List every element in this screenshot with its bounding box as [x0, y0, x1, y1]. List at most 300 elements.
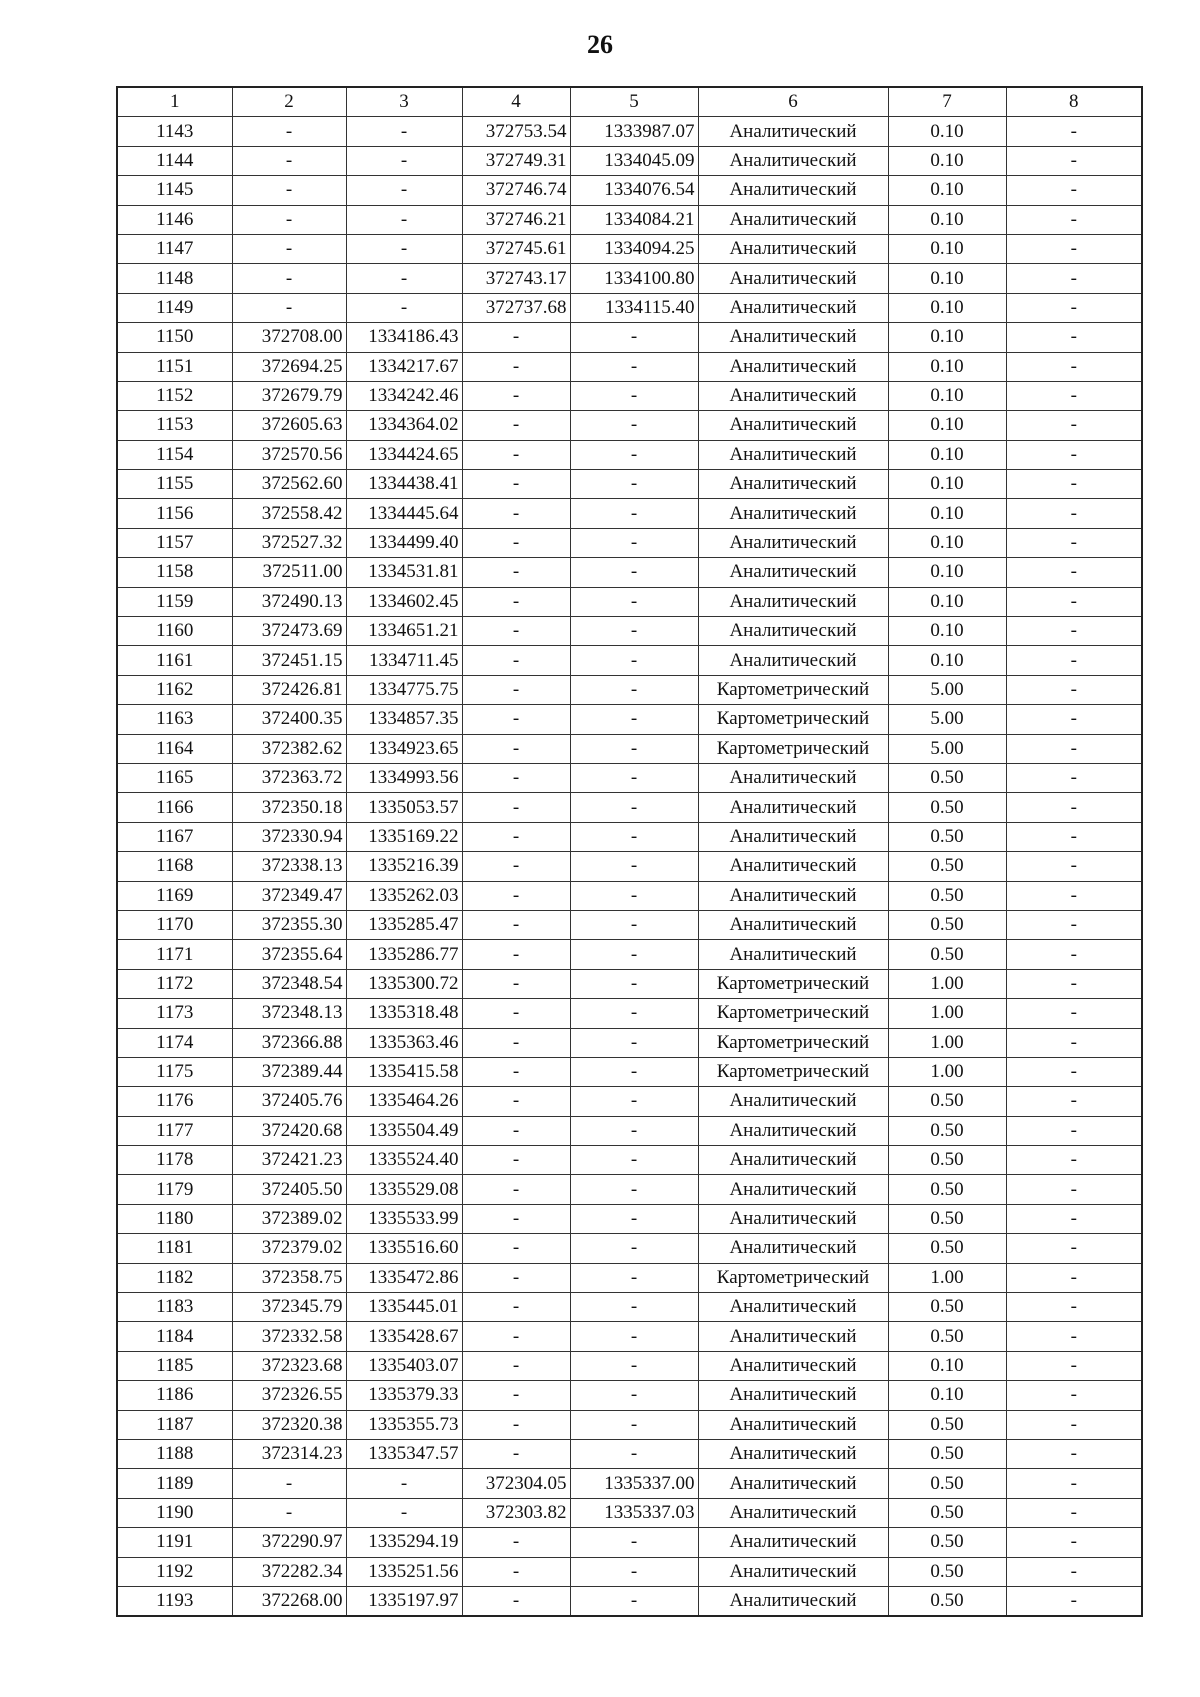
table-cell-col-5: - — [570, 675, 698, 704]
table-cell-col-6: Картометрический — [698, 1028, 888, 1057]
column-header-3: 3 — [346, 87, 462, 117]
table-cell-col-3: 1335355.73 — [346, 1410, 462, 1439]
table-cell-col-3: 1335285.47 — [346, 910, 462, 939]
table-cell-col-6: Аналитический — [698, 234, 888, 263]
table-row — [117, 381, 1142, 410]
table-cell-col-8: - — [1006, 1381, 1142, 1410]
table-cell-col-1: 1166 — [117, 793, 232, 822]
table-cell-col-4: - — [462, 617, 570, 646]
table-cell-col-3: 1335379.33 — [346, 1381, 462, 1410]
table-cell-col-7: 0.10 — [888, 411, 1006, 440]
table-cell-col-8: - — [1006, 205, 1142, 234]
table-cell-col-2: - — [232, 264, 346, 293]
table-cell-col-5: - — [570, 793, 698, 822]
table-cell-col-4: - — [462, 881, 570, 910]
table-cell-col-6: Картометрический — [698, 705, 888, 734]
table-cell-col-5: - — [570, 1087, 698, 1116]
table-cell-col-5: - — [570, 470, 698, 499]
table-cell-col-4: - — [462, 1057, 570, 1086]
table-cell-col-7: 0.50 — [888, 1146, 1006, 1175]
table-cell-col-8: - — [1006, 499, 1142, 528]
table-cell-col-2: 372355.30 — [232, 910, 346, 939]
table-cell-col-7: 0.50 — [888, 1469, 1006, 1498]
table-cell-col-5: - — [570, 1028, 698, 1057]
table-cell-col-1: 1187 — [117, 1410, 232, 1439]
table-cell-col-5: - — [570, 1175, 698, 1204]
table-cell-col-8: - — [1006, 440, 1142, 469]
table-cell-col-8: - — [1006, 793, 1142, 822]
table-cell-col-6: Аналитический — [698, 1439, 888, 1468]
table-cell-col-1: 1193 — [117, 1586, 232, 1616]
table-cell-col-3: 1335053.57 — [346, 793, 462, 822]
table-cell-col-5: 1334094.25 — [570, 234, 698, 263]
table-cell-col-7: 0.10 — [888, 323, 1006, 352]
table-row — [117, 763, 1142, 792]
table-cell-col-4: - — [462, 352, 570, 381]
table-cell-col-5: - — [570, 1410, 698, 1439]
table-cell-col-5: 1335337.00 — [570, 1469, 698, 1498]
table-cell-col-3: 1334242.46 — [346, 381, 462, 410]
table-cell-col-5: - — [570, 617, 698, 646]
table-cell-col-4: - — [462, 705, 570, 734]
table-cell-col-1: 1156 — [117, 499, 232, 528]
table-cell-col-4: 372743.17 — [462, 264, 570, 293]
table-cell-col-4: - — [462, 1528, 570, 1557]
table-cell-col-8: - — [1006, 675, 1142, 704]
table-row — [117, 1351, 1142, 1380]
table-cell-col-1: 1167 — [117, 822, 232, 851]
table-cell-col-4: - — [462, 1146, 570, 1175]
table-cell-col-7: 0.50 — [888, 1498, 1006, 1527]
table-row — [117, 1028, 1142, 1057]
table-cell-col-4: - — [462, 675, 570, 704]
table-cell-col-6: Аналитический — [698, 793, 888, 822]
table-cell-col-6: Аналитический — [698, 1469, 888, 1498]
table-cell-col-5: - — [570, 499, 698, 528]
table-row — [117, 675, 1142, 704]
table-cell-col-2: 372420.68 — [232, 1116, 346, 1145]
table-cell-col-1: 1169 — [117, 881, 232, 910]
table-cell-col-7: 5.00 — [888, 705, 1006, 734]
table-cell-col-2: 372379.02 — [232, 1234, 346, 1263]
table-cell-col-8: - — [1006, 1322, 1142, 1351]
table-cell-col-8: - — [1006, 910, 1142, 939]
table-cell-col-6: Картометрический — [698, 1057, 888, 1086]
column-header-4: 4 — [462, 87, 570, 117]
table-cell-col-5: - — [570, 705, 698, 734]
table-cell-col-4: - — [462, 1351, 570, 1380]
table-cell-col-2: 372511.00 — [232, 558, 346, 587]
table-cell-col-7: 0.50 — [888, 1087, 1006, 1116]
table-cell-col-8: - — [1006, 763, 1142, 792]
table-cell-col-7: 0.10 — [888, 293, 1006, 322]
table-cell-col-2: 372605.63 — [232, 411, 346, 440]
table-cell-col-2: - — [232, 1469, 346, 1498]
table-cell-col-2: 372708.00 — [232, 323, 346, 352]
table-cell-col-5: - — [570, 763, 698, 792]
table-cell-col-3: 1335524.40 — [346, 1146, 462, 1175]
table-cell-col-7: 0.50 — [888, 1234, 1006, 1263]
table-row — [117, 822, 1142, 851]
table-cell-col-8: - — [1006, 940, 1142, 969]
table-row — [117, 1087, 1142, 1116]
table-cell-col-6: Аналитический — [698, 1498, 888, 1527]
table-cell-col-1: 1164 — [117, 734, 232, 763]
table-cell-col-1: 1183 — [117, 1293, 232, 1322]
table-cell-col-5: - — [570, 734, 698, 763]
table-cell-col-2: 372382.62 — [232, 734, 346, 763]
table-row — [117, 1175, 1142, 1204]
table-cell-col-4: - — [462, 1293, 570, 1322]
table-cell-col-7: 5.00 — [888, 675, 1006, 704]
table-cell-col-4: 372745.61 — [462, 234, 570, 263]
table-cell-col-5: - — [570, 1116, 698, 1145]
table-cell-col-5: - — [570, 852, 698, 881]
table-cell-col-4: - — [462, 1410, 570, 1439]
table-cell-col-6: Аналитический — [698, 470, 888, 499]
table-cell-col-8: - — [1006, 381, 1142, 410]
table-cell-col-6: Аналитический — [698, 1293, 888, 1322]
table-cell-col-7: 0.50 — [888, 1116, 1006, 1145]
table-cell-col-4: - — [462, 1204, 570, 1233]
table-cell-col-2: 372527.32 — [232, 528, 346, 557]
table-cell-col-7: 1.00 — [888, 1057, 1006, 1086]
table-cell-col-1: 1188 — [117, 1439, 232, 1468]
table-cell-col-5: - — [570, 1234, 698, 1263]
table-cell-col-6: Аналитический — [698, 1146, 888, 1175]
table-cell-col-6: Картометрический — [698, 675, 888, 704]
table-cell-col-4: 372303.82 — [462, 1498, 570, 1527]
table-cell-col-4: - — [462, 1116, 570, 1145]
table-cell-col-1: 1157 — [117, 528, 232, 557]
table-cell-col-1: 1170 — [117, 910, 232, 939]
table-cell-col-7: 0.50 — [888, 763, 1006, 792]
table-cell-col-8: - — [1006, 146, 1142, 175]
table-cell-col-2: - — [232, 293, 346, 322]
table-cell-col-8: - — [1006, 1087, 1142, 1116]
table-cell-col-4: - — [462, 1586, 570, 1616]
table-cell-col-5: - — [570, 1204, 698, 1233]
table-cell-col-3: 1335251.56 — [346, 1557, 462, 1586]
table-row — [117, 1116, 1142, 1145]
table-cell-col-3: 1335403.07 — [346, 1351, 462, 1380]
table-cell-col-2: 372679.79 — [232, 381, 346, 410]
table-cell-col-7: 0.10 — [888, 146, 1006, 175]
table-cell-col-5: - — [570, 822, 698, 851]
table-cell-col-6: Картометрический — [698, 1263, 888, 1292]
table-cell-col-3: 1335294.19 — [346, 1528, 462, 1557]
table-cell-col-7: 0.50 — [888, 1528, 1006, 1557]
table-cell-col-7: 0.50 — [888, 940, 1006, 969]
table-cell-col-1: 1147 — [117, 234, 232, 263]
table-cell-col-2: 372405.76 — [232, 1087, 346, 1116]
table-row — [117, 470, 1142, 499]
table-cell-col-1: 1175 — [117, 1057, 232, 1086]
table-cell-col-5: - — [570, 411, 698, 440]
table-row — [117, 1057, 1142, 1086]
table-row — [117, 1557, 1142, 1586]
table-cell-col-6: Аналитический — [698, 1087, 888, 1116]
table-body — [117, 117, 1142, 1616]
table-cell-col-8: - — [1006, 1528, 1142, 1557]
table-cell-col-6: Аналитический — [698, 117, 888, 146]
table-cell-col-6: Аналитический — [698, 852, 888, 881]
table-cell-col-8: - — [1006, 1469, 1142, 1498]
table-cell-col-4: - — [462, 1087, 570, 1116]
table-cell-col-4: - — [462, 646, 570, 675]
table-cell-col-7: 0.50 — [888, 1204, 1006, 1233]
table-cell-col-8: - — [1006, 1498, 1142, 1527]
table-cell-col-6: Аналитический — [698, 1586, 888, 1616]
table-cell-col-4: - — [462, 822, 570, 851]
table-cell-col-4: - — [462, 1439, 570, 1468]
table-cell-col-2: 372400.35 — [232, 705, 346, 734]
table-cell-col-4: - — [462, 999, 570, 1028]
table-cell-col-1: 1152 — [117, 381, 232, 410]
table-cell-col-2: 372451.15 — [232, 646, 346, 675]
table-cell-col-1: 1172 — [117, 969, 232, 998]
table-cell-col-8: - — [1006, 1234, 1142, 1263]
table-cell-col-1: 1154 — [117, 440, 232, 469]
header-row — [117, 87, 1142, 117]
table-cell-col-6: Аналитический — [698, 205, 888, 234]
table-cell-col-1: 1176 — [117, 1087, 232, 1116]
table-cell-col-5: - — [570, 1381, 698, 1410]
table-cell-col-7: 0.10 — [888, 499, 1006, 528]
table-cell-col-7: 0.50 — [888, 1175, 1006, 1204]
table-cell-col-4: - — [462, 381, 570, 410]
table-cell-col-1: 1155 — [117, 470, 232, 499]
table-cell-col-1: 1174 — [117, 1028, 232, 1057]
table-cell-col-2: 372562.60 — [232, 470, 346, 499]
table-cell-col-2: - — [232, 117, 346, 146]
table-row — [117, 1498, 1142, 1527]
table-row — [117, 734, 1142, 763]
table-cell-col-6: Аналитический — [698, 1381, 888, 1410]
table-cell-col-5: 1334076.54 — [570, 176, 698, 205]
table-cell-col-5: - — [570, 1322, 698, 1351]
table-cell-col-3: 1334651.21 — [346, 617, 462, 646]
table-cell-col-2: 372290.97 — [232, 1528, 346, 1557]
table-row — [117, 793, 1142, 822]
table-cell-col-8: - — [1006, 999, 1142, 1028]
table-cell-col-7: 0.10 — [888, 558, 1006, 587]
table-cell-col-5: - — [570, 323, 698, 352]
table-cell-col-8: - — [1006, 1116, 1142, 1145]
table-cell-col-1: 1145 — [117, 176, 232, 205]
table-cell-col-3: 1335197.97 — [346, 1586, 462, 1616]
table-cell-col-6: Аналитический — [698, 587, 888, 616]
table-cell-col-7: 0.50 — [888, 1557, 1006, 1586]
table-cell-col-5: - — [570, 528, 698, 557]
table-row — [117, 1293, 1142, 1322]
table-cell-col-3: 1334364.02 — [346, 411, 462, 440]
table-cell-col-3: 1334711.45 — [346, 646, 462, 675]
table-cell-col-8: - — [1006, 1204, 1142, 1233]
table-cell-col-7: 0.50 — [888, 793, 1006, 822]
table-cell-col-6: Аналитический — [698, 146, 888, 175]
table-cell-col-8: - — [1006, 852, 1142, 881]
table-cell-col-4: - — [462, 763, 570, 792]
table-cell-col-2: 372694.25 — [232, 352, 346, 381]
table-cell-col-4: 372749.31 — [462, 146, 570, 175]
table-cell-col-5: 1334100.80 — [570, 264, 698, 293]
column-header-6: 6 — [698, 87, 888, 117]
table-cell-col-5: - — [570, 1146, 698, 1175]
table-row — [117, 705, 1142, 734]
table-cell-col-7: 0.10 — [888, 264, 1006, 293]
table-cell-col-3: 1335504.49 — [346, 1116, 462, 1145]
table-cell-col-1: 1173 — [117, 999, 232, 1028]
table-cell-col-7: 1.00 — [888, 1263, 1006, 1292]
table-cell-col-3: - — [346, 146, 462, 175]
table-cell-col-6: Картометрический — [698, 999, 888, 1028]
table-cell-col-7: 0.10 — [888, 352, 1006, 381]
table-cell-col-1: 1178 — [117, 1146, 232, 1175]
table-cell-col-3: 1334775.75 — [346, 675, 462, 704]
table-cell-col-6: Аналитический — [698, 763, 888, 792]
table-cell-col-3: 1334445.64 — [346, 499, 462, 528]
table-cell-col-8: - — [1006, 1146, 1142, 1175]
table-cell-col-5: - — [570, 1528, 698, 1557]
table-cell-col-4: - — [462, 852, 570, 881]
table-cell-col-8: - — [1006, 734, 1142, 763]
table-cell-col-1: 1146 — [117, 205, 232, 234]
table-cell-col-3: 1334217.67 — [346, 352, 462, 381]
table-cell-col-4: 372746.21 — [462, 205, 570, 234]
table-cell-col-1: 1189 — [117, 1469, 232, 1498]
table-cell-col-6: Аналитический — [698, 1175, 888, 1204]
table-cell-col-6: Аналитический — [698, 646, 888, 675]
table-cell-col-1: 1149 — [117, 293, 232, 322]
table-row — [117, 910, 1142, 939]
table-cell-col-1: 1151 — [117, 352, 232, 381]
table-cell-col-2: 372366.88 — [232, 1028, 346, 1057]
table-cell-col-1: 1165 — [117, 763, 232, 792]
table-cell-col-2: - — [232, 176, 346, 205]
table-cell-col-2: - — [232, 234, 346, 263]
table-cell-col-4: - — [462, 411, 570, 440]
table-cell-col-2: 372473.69 — [232, 617, 346, 646]
table-cell-col-1: 1190 — [117, 1498, 232, 1527]
table-cell-col-2: 372355.64 — [232, 940, 346, 969]
table-cell-col-4: - — [462, 558, 570, 587]
table-cell-col-6: Аналитический — [698, 881, 888, 910]
table-cell-col-2: 372348.54 — [232, 969, 346, 998]
table-cell-col-3: - — [346, 264, 462, 293]
table-cell-col-2: 372350.18 — [232, 793, 346, 822]
table-cell-col-4: - — [462, 1381, 570, 1410]
table-cell-col-4: - — [462, 440, 570, 469]
table-cell-col-2: 372490.13 — [232, 587, 346, 616]
table-cell-col-3: 1334857.35 — [346, 705, 462, 734]
table-cell-col-8: - — [1006, 1028, 1142, 1057]
table-cell-col-8: - — [1006, 822, 1142, 851]
table-cell-col-7: 0.50 — [888, 1322, 1006, 1351]
table-cell-col-5: - — [570, 999, 698, 1028]
table-cell-col-2: 372570.56 — [232, 440, 346, 469]
table-row — [117, 528, 1142, 557]
table-cell-col-8: - — [1006, 234, 1142, 263]
table-cell-col-6: Аналитический — [698, 1351, 888, 1380]
table-cell-col-4: - — [462, 940, 570, 969]
table-row — [117, 411, 1142, 440]
table-cell-col-1: 1192 — [117, 1557, 232, 1586]
table-row — [117, 1528, 1142, 1557]
table-cell-col-1: 1179 — [117, 1175, 232, 1204]
table-cell-col-7: 0.50 — [888, 1439, 1006, 1468]
table-cell-col-1: 1163 — [117, 705, 232, 734]
table-cell-col-2: 372330.94 — [232, 822, 346, 851]
column-header-5: 5 — [570, 87, 698, 117]
table-cell-col-8: - — [1006, 1439, 1142, 1468]
table-cell-col-3: 1335472.86 — [346, 1263, 462, 1292]
table-cell-col-7: 0.10 — [888, 646, 1006, 675]
table-cell-col-8: - — [1006, 1175, 1142, 1204]
table-cell-col-3: 1334531.81 — [346, 558, 462, 587]
table-cell-col-8: - — [1006, 117, 1142, 146]
table-cell-col-1: 1160 — [117, 617, 232, 646]
table-cell-col-7: 0.50 — [888, 822, 1006, 851]
table-row — [117, 205, 1142, 234]
coordinates-table — [116, 86, 1143, 1617]
table-cell-col-7: 0.10 — [888, 234, 1006, 263]
table-cell-col-2: 372389.44 — [232, 1057, 346, 1086]
table-cell-col-7: 0.10 — [888, 1351, 1006, 1380]
table-cell-col-5: - — [570, 440, 698, 469]
table-cell-col-2: 372405.50 — [232, 1175, 346, 1204]
table-cell-col-6: Аналитический — [698, 1528, 888, 1557]
table-cell-col-7: 0.10 — [888, 440, 1006, 469]
table-cell-col-5: - — [570, 1293, 698, 1322]
column-header-8: 8 — [1006, 87, 1142, 117]
table-row — [117, 117, 1142, 146]
table-cell-col-3: - — [346, 117, 462, 146]
table-cell-col-7: 0.10 — [888, 381, 1006, 410]
table-cell-col-7: 0.50 — [888, 881, 1006, 910]
table-cell-col-5: - — [570, 1351, 698, 1380]
table-cell-col-2: 372345.79 — [232, 1293, 346, 1322]
table-cell-col-8: - — [1006, 352, 1142, 381]
table-cell-col-3: 1335169.22 — [346, 822, 462, 851]
table-cell-col-1: 1148 — [117, 264, 232, 293]
table-cell-col-8: - — [1006, 1586, 1142, 1616]
table-cell-col-3: - — [346, 1469, 462, 1498]
table-row — [117, 1586, 1142, 1616]
table-row — [117, 558, 1142, 587]
table-cell-col-5: - — [570, 587, 698, 616]
table-cell-col-6: Аналитический — [698, 411, 888, 440]
table-cell-col-4: - — [462, 470, 570, 499]
table-cell-col-3: 1334499.40 — [346, 528, 462, 557]
table-cell-col-3: - — [346, 176, 462, 205]
table-cell-col-6: Аналитический — [698, 176, 888, 205]
table-cell-col-2: - — [232, 146, 346, 175]
table-cell-col-6: Аналитический — [698, 499, 888, 528]
table-cell-col-5: - — [570, 1439, 698, 1468]
table-cell-col-5: - — [570, 940, 698, 969]
table-cell-col-3: - — [346, 234, 462, 263]
table-cell-col-1: 1191 — [117, 1528, 232, 1557]
table-cell-col-4: - — [462, 499, 570, 528]
table-cell-col-2: 372363.72 — [232, 763, 346, 792]
table-cell-col-5: - — [570, 558, 698, 587]
table-row — [117, 1469, 1142, 1498]
table-cell-col-8: - — [1006, 881, 1142, 910]
table-cell-col-4: - — [462, 1322, 570, 1351]
table-cell-col-7: 0.50 — [888, 1586, 1006, 1616]
page-number: 26 — [587, 30, 613, 59]
